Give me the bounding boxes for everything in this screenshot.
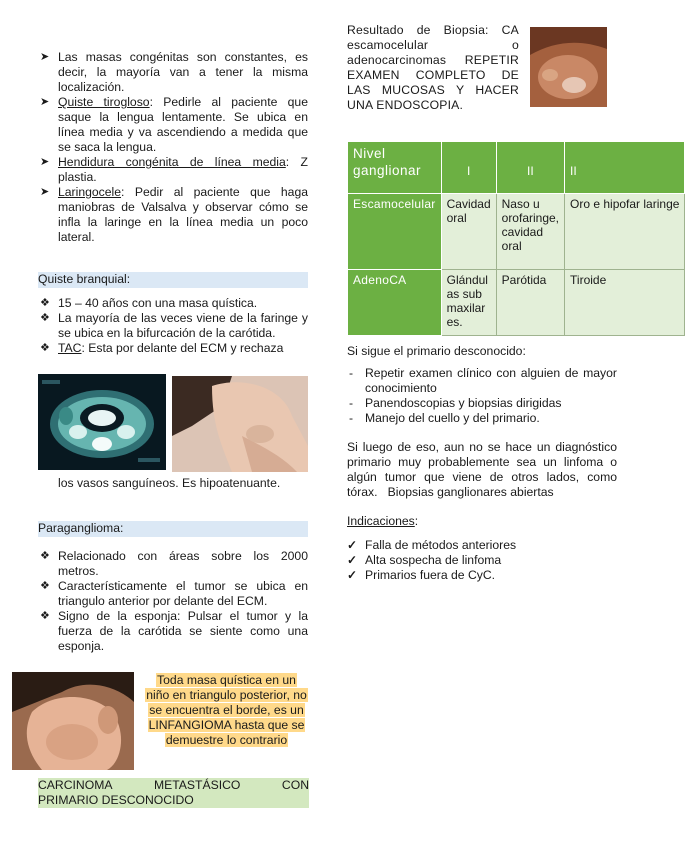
indications-heading: Indicaciones: xyxy=(347,514,419,528)
diamond-bullet-icon: ❖ xyxy=(40,610,50,622)
table-cell: Naso u orofaringe, cavidad oral xyxy=(496,194,564,270)
diamond-bullet-icon: ❖ xyxy=(40,342,50,354)
term: Hendidura congénita de línea media xyxy=(58,155,286,169)
check-icon: ✓ xyxy=(347,538,358,552)
list-item: ❖ TAC: Esta por delante del ECM y rechaza xyxy=(40,341,284,355)
dash-bullet-icon: - xyxy=(349,366,354,380)
list-item: - Panendoscopias y biopsias dirigidas xyxy=(349,396,562,410)
metastatic-carcinoma-banner: CARCINOMA METASTÁSICO CON PRIMARIO DESCONOCIDO xyxy=(38,778,309,807)
list-item: ✓ Alta sospecha de linfoma xyxy=(347,553,502,567)
lymph-node-level-table xyxy=(347,141,685,336)
arrow-bullet-icon: ➤ xyxy=(40,156,50,168)
table-cell: Oro e hipofar laringe xyxy=(565,194,685,270)
neck-photo-graphic xyxy=(172,376,308,472)
list-item: ➤ Quiste tirogloso: Pedirle al paciente que saque la lengua lentamente. Se ubica en línea media y va ascendiendo a medida que se saca la lengua. xyxy=(40,95,308,154)
list-item: ➤ Las masas congénitas son constantes, es decir, la mayoría van a tener la misma localización. xyxy=(40,50,308,94)
arrow-bullet-icon: ➤ xyxy=(40,96,50,108)
dash-bullet-icon: - xyxy=(349,411,354,425)
unknown-primary-text: Si sigue el primario desconocido: xyxy=(347,344,526,358)
paraganglioma-heading: Paraganglioma: xyxy=(38,521,308,537)
table-cell: Cavidad oral xyxy=(441,194,496,270)
table-header-cell: Nivel ganglionar xyxy=(348,142,442,194)
list-item: - Repetir examen clínico con alguien de mayor conocimiento xyxy=(349,366,617,395)
diamond-bullet-icon: ❖ xyxy=(40,297,50,309)
table-header-cell: I xyxy=(441,142,496,194)
table-row xyxy=(348,270,685,336)
term: Quiste tirogloso xyxy=(58,95,150,109)
indications-list xyxy=(347,538,617,583)
check-icon: ✓ xyxy=(347,553,358,567)
paraganglioma-list xyxy=(38,549,308,654)
neck-mass-photo xyxy=(172,376,308,472)
followup-paragraph: Si luego de eso, aun no se hace un diagnóstico primario muy probablemente sea un linfoma o algún tumor que viene de otros lados, como tórax. Biopsias ganglionares abiertas xyxy=(347,440,621,499)
lymphangioma-note: Toda masa quística en un niño en triangulo posterior, no se encuentra el borde, es un LINFANGIOMA hasta que se demuestre lo contrario xyxy=(146,673,307,747)
dash-bullet-icon: - xyxy=(349,396,354,410)
table-row xyxy=(348,194,685,270)
table-header-cell: II xyxy=(496,142,564,194)
ct-scan-image xyxy=(38,374,166,470)
term: Laringocele xyxy=(58,185,122,199)
table-cell: Glándulas submaxilares. xyxy=(441,270,496,336)
list-item: ✓ Falla de métodos anteriores xyxy=(347,538,517,552)
list-item: ❖ 15 – 40 años con una masa quística. xyxy=(40,296,258,310)
table-row-label: AdenoCA xyxy=(348,270,442,336)
list-item: ➤ Hendidura congénita de línea media: Z plastia. xyxy=(40,155,308,184)
list-item: ❖ Signo de la esponja: Pulsar el tumor y la fuerza de la carótida se siente como una esponja. xyxy=(40,609,308,653)
table-header-row xyxy=(348,142,685,194)
list-item: ➤ Laringocele: Pedir al paciente que haga maniobras de Valsalva y observar cómo se infla la laringe en la línea media un poco lateral. xyxy=(40,185,308,244)
table-row-label: Escamocelular xyxy=(348,194,442,270)
biopsy-result-text: Resultado de Biopsia: CA escamocelular o adenocarcinomas REPETIR EXAMEN COMPLETO DE LAS MUCOSAS Y HACER UNA ENDOSCOPIA. xyxy=(347,23,519,112)
term: TAC xyxy=(58,341,82,355)
branchial-cyst-list xyxy=(38,296,308,356)
neck-tumor-photo xyxy=(530,27,607,107)
diamond-bullet-icon: ❖ xyxy=(40,580,50,592)
arrow-bullet-icon: ➤ xyxy=(40,51,50,63)
list-item: ❖ Relacionado con áreas sobre los 2000 metros. xyxy=(40,549,308,578)
list-item: ✓ Primarios fuera de CyC. xyxy=(347,568,496,582)
ct-scan-graphic xyxy=(38,374,166,470)
branchial-continuation-text: los vasos sanguíneos. Es hipoatenuante. xyxy=(58,476,281,490)
check-icon: ✓ xyxy=(347,568,358,582)
neck-tumor-graphic xyxy=(530,27,607,107)
diamond-bullet-icon: ❖ xyxy=(40,550,50,562)
congenital-masses-list xyxy=(38,50,308,245)
list-item: - Manejo del cuello y del primario. xyxy=(349,411,540,425)
list-item: ❖ La mayoría de las veces viene de la faringe y se ubica en la bifurcación de la carótida. xyxy=(40,311,308,340)
table-header-cell: II xyxy=(565,142,685,194)
table-cell: Tiroide xyxy=(565,270,685,336)
list-item: ❖ Característicamente el tumor se ubica en triangulo anterior por delante del ECM. xyxy=(40,579,308,608)
child-neck-photo xyxy=(12,672,134,770)
child-photo-graphic xyxy=(12,672,134,770)
table-cell: Parótida xyxy=(496,270,564,336)
diamond-bullet-icon: ❖ xyxy=(40,312,50,324)
branchial-cyst-heading: Quiste branquial: xyxy=(38,272,308,288)
unknown-primary-steps xyxy=(347,366,617,426)
arrow-bullet-icon: ➤ xyxy=(40,186,50,198)
